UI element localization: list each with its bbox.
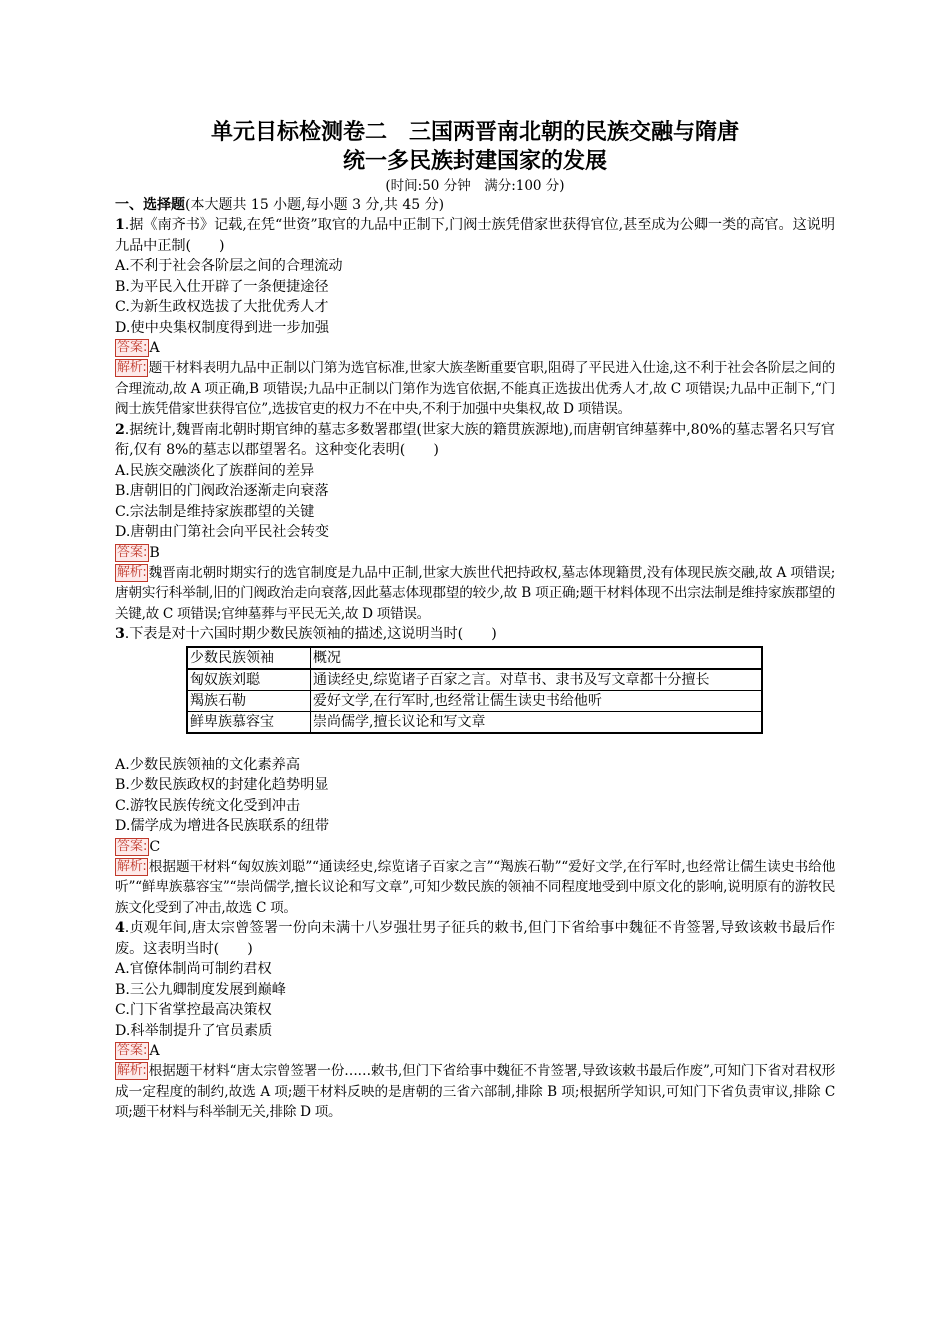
analysis-row xyxy=(115,1061,835,1123)
spacer xyxy=(115,734,835,755)
table-header-row xyxy=(187,647,762,669)
section-heading xyxy=(115,195,835,215)
table-cell: 通读经史,综览诸子百家之言。对草书、隶书及写文章都十分擅长 xyxy=(311,669,763,691)
answer-value: A xyxy=(149,340,160,356)
document-page xyxy=(115,118,835,1123)
analysis-tag: 解析: xyxy=(117,360,147,375)
answer-tag: 答案: xyxy=(117,838,148,854)
analysis-text: 魏晋南北朝时期实行的选官制度是九品中正制,世家大族世代把持政权,墓志体现籍贯,没有体现民族交融,故 A 项错误;唐朝实行科举制,旧的门阀政治走向衰落,因此墓志体现郡望的较少,故 B 项正确;题干材料体现不出宗法制是维持家族郡望的关键,故 C 项错误;官绅墓葬与平民无关,故 D 项错误。 xyxy=(115,564,835,622)
option-c: C.为新生政权选拔了大批优秀人才 xyxy=(115,299,329,315)
analysis-text: 根据题干材料“唐太宗曾签署一份……敕书,但门下省给事中魏征不肯签署,导致该敕书最后作废”,可知门下省对君权形成一定程度的制约,故选 A 项;题干材料反映的是唐朝的三省六部制,排除 B 项;根据所学知识,可知门下省负责审议,排除 C 项;题干材料与科举制无关,排除 D 项。 xyxy=(115,1063,835,1120)
title-line-2: 统一多民族封建国家的发展 xyxy=(342,149,607,174)
option-d: D.使中央集权制度得到进一步加强 xyxy=(115,319,330,336)
question-2 xyxy=(115,420,835,625)
option-b: B.为平民入仕开辟了一条便捷途径 xyxy=(115,278,329,295)
option-d: D.儒学成为增进各民族联系的纽带 xyxy=(115,818,330,834)
question-stem xyxy=(115,215,835,256)
option-d: D.唐朝由门第社会向平民社会转变 xyxy=(115,524,330,540)
option-c: C.游牧民族传统文化受到冲击 xyxy=(115,797,301,814)
question-stem xyxy=(115,918,835,959)
answer-tag: 答案: xyxy=(117,340,148,355)
leaders-table xyxy=(186,646,763,734)
section-title: 一、选择题 xyxy=(115,197,185,213)
table-cell: 崇尚儒学,擅长议论和写文章 xyxy=(311,711,763,733)
option-a: A.官僚体制尚可制约君权 xyxy=(115,961,272,977)
analysis-tag: 解析: xyxy=(117,858,147,874)
question-3 xyxy=(115,624,835,918)
answer-row xyxy=(115,837,835,857)
option-b: B.三公九卿制度发展到巅峰 xyxy=(115,981,286,998)
question-text: .贞观年间,唐太宗曾签署一份向未满十八岁强壮男子征兵的敕书,但门下省给事中魏征不肯签署,导致该敕书最后作废。这表明当时( ) xyxy=(115,920,835,957)
question-text: .据统计,魏晋南北朝时期官绅的墓志多数署郡望(世家大族的籍贯族源地),而唐朝官绅墓葬中,80%的墓志署名只写官衔,仅有 8%的墓志以郡望署名。这种变化表明( ) xyxy=(115,421,835,458)
answer-row xyxy=(115,543,835,563)
table-header-cell: 概况 xyxy=(311,647,763,669)
question-4 xyxy=(115,918,835,1123)
question-number: 2 xyxy=(115,421,125,438)
table-cell: 羯族石勒 xyxy=(187,690,311,711)
question-text: .据《南齐书》记载,在凭“世资”取官的九品中正制下,门阀士族凭借家世获得官位,甚至成为公卿一类的高官。这说明九品中正制( ) xyxy=(115,217,835,254)
table-row xyxy=(187,690,762,711)
table-header-cell: 少数民族领袖 xyxy=(187,647,311,669)
question-stem xyxy=(115,420,835,461)
analysis-tag: 解析: xyxy=(117,564,147,580)
answer-value: C xyxy=(149,838,161,855)
question-number: 1 xyxy=(115,217,125,233)
question-stem xyxy=(115,624,835,645)
option-a: A.少数民族领袖的文化素养高 xyxy=(115,756,301,773)
table-cell: 鲜卑族慕容宝 xyxy=(187,711,311,733)
option-a: A.民族交融淡化了族群间的差异 xyxy=(115,462,315,479)
option-a: A.不利于社会各阶层之间的合理流动 xyxy=(115,258,343,274)
table-row xyxy=(187,711,762,733)
analysis-row xyxy=(115,857,835,919)
table-cell: 爱好文学,在行军时,也经常让儒生读史书给他听 xyxy=(311,690,763,711)
exam-meta: (时间:50 分钟 满分:100 分) xyxy=(385,178,565,194)
table-row xyxy=(187,669,762,691)
question-text: .下表是对十六国时期少数民族领袖的描述,这说明当时( ) xyxy=(124,626,497,642)
option-b: B.少数民族政权的封建化趋势明显 xyxy=(115,777,329,793)
answer-tag: 答案: xyxy=(117,1043,148,1058)
answer-value: A xyxy=(149,1043,160,1059)
question-number: 4 xyxy=(115,920,125,936)
option-d: D.科举制提升了官员素质 xyxy=(115,1022,273,1039)
answer-value: B xyxy=(149,544,160,561)
title-line-1: 单元目标检测卷二 三国两晋南北朝的民族交融与隋唐 xyxy=(210,120,739,145)
option-b: B.唐朝旧的门阀政治逐渐走向衰落 xyxy=(115,483,329,499)
option-c: C.门下省掌控最高决策权 xyxy=(115,1002,272,1018)
answer-tag: 答案: xyxy=(117,544,148,560)
analysis-row xyxy=(115,563,835,625)
answer-row xyxy=(115,1041,835,1061)
table-cell: 匈奴族刘聪 xyxy=(187,669,311,691)
analysis-text: 题干材料表明九品中正制以门第为选官标准,世家大族垄断重要官职,阻碍了平民进入仕途,这不利于社会各阶层之间的合理流动,故 A 项正确,B 项错误;九品中正制以门第作为选官依据,不能真正选拔出优秀人才,故 C 项错误;九品中正制下,“门阀士族凭借家世获得官位”,选拔官吏的权力不在中央,不利于加强中央集权,故 D 项错误。 xyxy=(115,360,835,417)
section-note: (本大题共 15 小题,每小题 3 分,共 45 分) xyxy=(185,197,445,213)
analysis-tag: 解析: xyxy=(117,1063,147,1078)
question-1 xyxy=(115,215,835,420)
question-number: 3 xyxy=(115,626,125,642)
page-title xyxy=(115,118,835,176)
analysis-text: 根据题干材料“匈奴族刘聪”“通读经史,综览诸子百家之言”“羯族石勒”“爱好文学,在行军时,也经常让儒生读史书给他听”“鲜卑族慕容宝”“崇尚儒学,擅长议论和写文章”,可知少数民族的领袖不同程度地受到中原文化的影响,说明原有的游牧民族文化受到了冲击,故选 C 项。 xyxy=(115,858,835,916)
option-c: C.宗法制是维持家族郡望的关键 xyxy=(115,503,315,520)
analysis-row xyxy=(115,358,835,420)
answer-row xyxy=(115,338,835,358)
